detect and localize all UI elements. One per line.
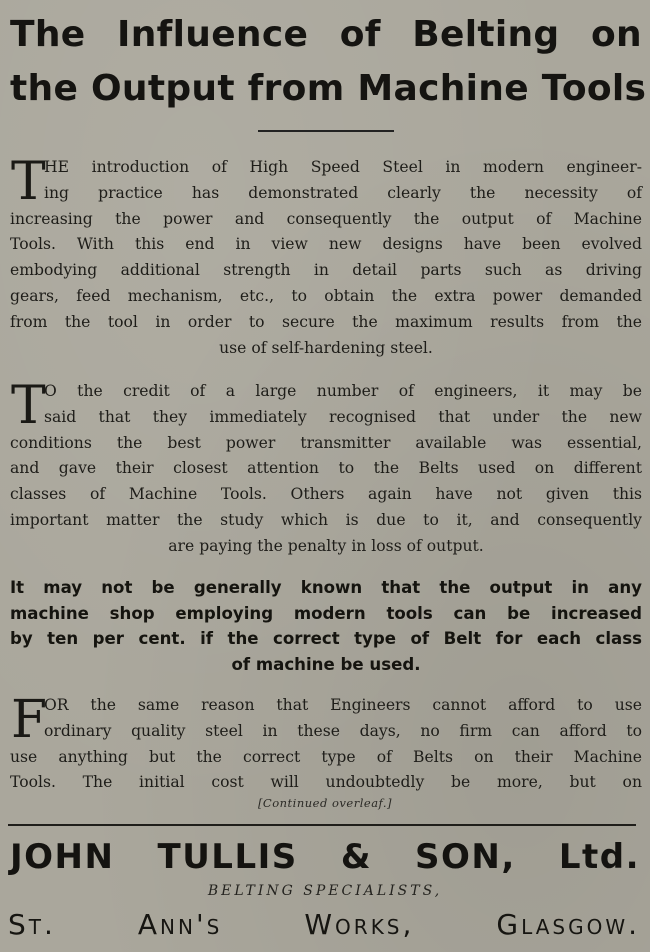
- highlight-line: by ten per cent. if the correct type of Belt for each class: [10, 629, 642, 648]
- title-line-2: the Output from Machine Tools: [10, 68, 647, 109]
- company-tagline: BELTING SPECIALISTS,: [207, 883, 443, 899]
- paragraph-2-line: are paying the penalty in loss of output.: [168, 536, 484, 555]
- paragraph-1-line: embodying additional strength in detail parts such as driving: [10, 261, 642, 280]
- paragraph-3-line: ordinary quality steel in these days, no firm can afford to: [44, 721, 642, 740]
- dropcap-2: T: [11, 376, 46, 436]
- paragraph-3-line: Tools. The initial cost will undoubtedly be more, but on: [10, 773, 642, 792]
- company-name: JOHN TULLIS & SON, Ltd.: [10, 837, 640, 877]
- dropcap-3: F: [11, 690, 48, 750]
- paragraph-1-line: HE introduction of High Speed Steel in modern engineer-: [44, 158, 642, 176]
- paragraph-1-line: Tools. With this end in view new designs have been evolved: [10, 235, 642, 254]
- paragraph-1-line: ing practice has demonstrated clearly the necessity of: [44, 183, 642, 202]
- paragraph-1-line: from the tool in order to secure the maximum results from the: [10, 312, 642, 331]
- paragraph-3-line: OR the same reason that Engineers cannot afford to use: [44, 696, 642, 714]
- highlight-line: It may not be generally known that the output in any: [10, 578, 642, 597]
- paragraph-2-line: said that they immediately recognised that under the new: [44, 407, 642, 426]
- dropcap-1: T: [11, 152, 46, 212]
- company-address: St. Ann's Works, Glasgow.: [8, 908, 640, 941]
- footer-divider: [8, 824, 636, 826]
- highlight-line: machine shop employing modern tools can be increased: [10, 603, 642, 623]
- paragraph-1-line: increasing the power and consequently the output of Machine: [10, 209, 642, 228]
- paragraph-2-line: conditions the best power transmitter available was essential,: [10, 433, 642, 452]
- paragraph-2-line: and gave their closest attention to the Belts used on different: [10, 459, 642, 478]
- continued-note: [Continued overleaf.]: [257, 796, 393, 810]
- title-line-1: The Influence of Belting on: [10, 14, 642, 55]
- paragraph-1-line: gears, feed mechanism, etc., to obtain the extra power demanded: [10, 286, 642, 305]
- paragraph-2: [10, 376, 642, 560]
- paragraph-1-line: use of self-hardening steel.: [219, 338, 433, 357]
- title-underline: [258, 130, 394, 132]
- paragraph-2-line: O the credit of a large number of engineers, it may be: [44, 382, 642, 400]
- paragraph-3: [10, 690, 642, 796]
- highlight-paragraph: [10, 575, 642, 677]
- highlight-line: of machine be used.: [231, 654, 421, 674]
- paragraph-1: [10, 152, 642, 361]
- page-title: [10, 8, 647, 116]
- paragraph-2-line: classes of Machine Tools. Others again have not given this: [10, 485, 642, 504]
- paragraph-2-line: important matter the study which is due to it, and consequently: [10, 510, 642, 529]
- paragraph-3-line: use anything but the correct type of Belts on their Machine: [10, 747, 642, 766]
